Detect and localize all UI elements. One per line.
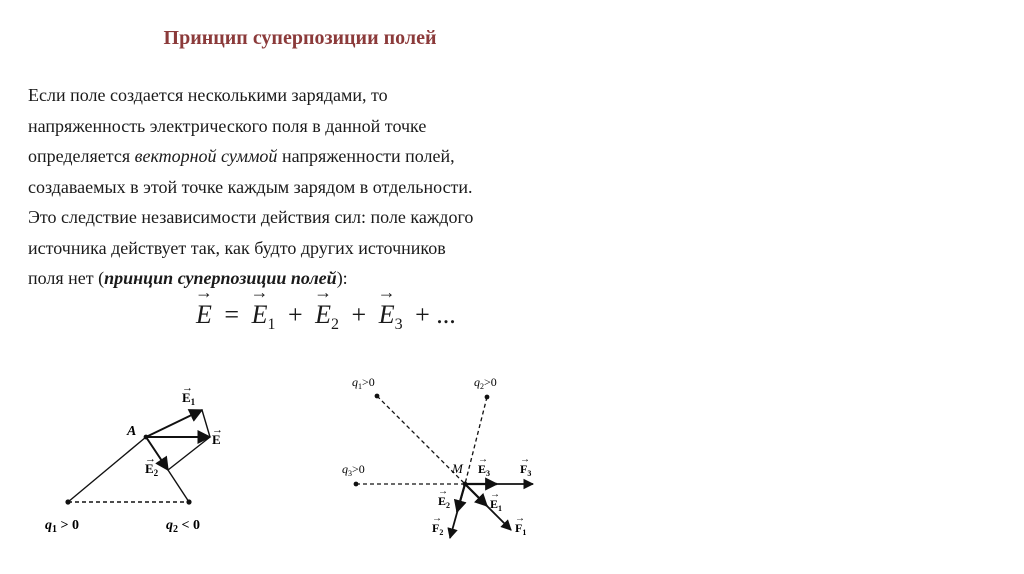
label-e3-sub: 3 [486,469,491,478]
label-right-q2-rel: >0 [484,375,497,389]
label-e2r-sub: 2 [446,501,451,510]
label-e2-sub: 2 [153,468,159,478]
label-right-q3 [342,462,365,478]
paragraph-line-2: напряженность электрического поля в данной точке [28,115,427,136]
paragraph-line-3-start: определяется [28,146,135,166]
label-f1-arrow: → [515,513,525,524]
label-e2r-arrow: → [438,486,448,497]
label-e1-main: E [182,390,191,405]
label-right-q1-rel: >0 [362,375,375,389]
formula-e3: → E [379,300,395,330]
formula-plus-2: + [351,300,367,329]
f2-vector [450,484,465,538]
paragraph-line-7-start: поля нет ( [28,268,105,288]
label-e1r [490,497,502,513]
label-f3-sub: 3 [527,469,532,478]
label-e3 [478,462,490,478]
label-right-q3-rel: >0 [352,462,365,476]
right-q1-point [375,394,380,399]
label-e2r-main: E [438,494,447,508]
label-right-q2-sub: 2 [480,382,484,391]
label-f1-main: F [515,521,523,535]
formula-e2-sub: 2 [331,316,340,333]
label-right-q1-main: q [352,375,358,389]
label-right-q1 [352,375,375,391]
label-f2-sub: 2 [439,528,444,537]
label-e2-main: E [145,461,154,476]
label-e3-main: E [478,462,487,476]
slide-title: Принцип суперпозиции полей [163,27,437,49]
paragraph-line-1: Если поле создается несколькими зарядами, то [28,85,388,105]
label-e2-arrow: → [145,453,156,465]
label-e3-arrow: → [478,454,488,465]
label-right-q3-sub: 3 [348,469,352,478]
label-q1-sub: 1 [52,524,57,535]
right-q3-point [354,482,359,487]
label-f1-sub: 1 [522,528,527,537]
label-e1r-sub: 1 [498,504,503,513]
superposition-principle-term: принцип суперпозиции полей [104,268,337,288]
formula-tail: + ... [415,300,456,329]
formula-e-total: → E [196,300,212,330]
point-m [463,482,468,487]
label-point-a: A [127,424,137,439]
label-right-q2-main: q [474,375,480,389]
label-f2-main: F [432,521,440,535]
label-q2-rel: < 0 [178,518,200,533]
label-point-m: M [452,461,463,476]
label-q1-main: q [45,518,52,533]
formula-plus-1: + [287,300,303,329]
label-f2-arrow: → [432,513,442,524]
formula-e1-sub: 1 [267,316,276,333]
label-q2-sub: 2 [173,524,178,535]
paragraph-line-4: создаваемых в этой точке каждым зарядом в отдельности. [28,176,473,197]
label-f3-main: F [520,462,528,476]
label-f3-arrow: → [520,454,530,465]
formula-e3-sub: 3 [394,316,403,333]
label-e1-arrow: → [182,382,193,394]
paragraph-line-3-end: напряженности полей, [277,146,455,166]
right-q2-point [485,395,490,400]
paragraph-line-5: Это следствие независимости действия сил: поле каждого [28,207,474,227]
label-right-q2 [474,375,497,391]
vector-sum-emphasis: векторной суммой [134,146,278,166]
formula-e2: → E [315,300,331,330]
label-e1r-arrow: → [490,489,500,500]
label-e-arrow: → [212,424,223,436]
right-diagram-lines [356,396,533,538]
paragraph-line-7-end: ): [336,268,348,288]
formula-equals: = [224,300,240,329]
label-e: E [212,432,221,447]
paragraph-line-6: источника действует так, как будто других источников [28,237,446,258]
label-right-q1-sub: 1 [358,382,362,391]
label-e1r-main: E [490,497,499,511]
label-e1-sub: 1 [190,397,196,407]
label-right-q3-main: q [342,462,348,476]
f1-vector [465,484,511,530]
label-q2-main: q [166,518,173,533]
formula-e1: → E [252,300,268,330]
label-e2r [438,494,450,510]
label-q1-rel: > 0 [57,518,79,533]
